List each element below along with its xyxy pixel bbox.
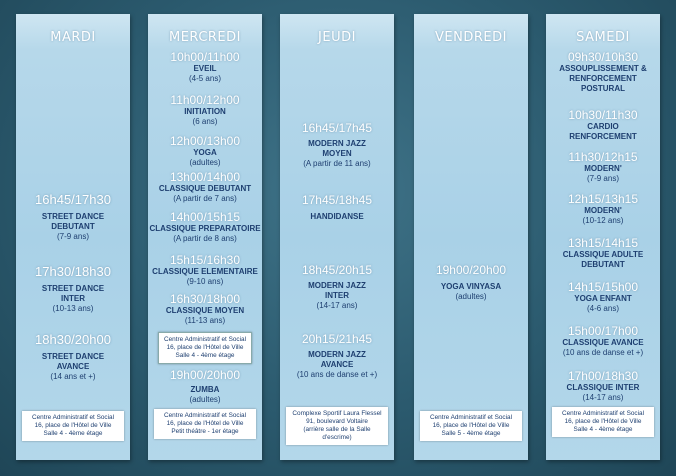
class-age: (4-6 ans) [586, 304, 619, 313]
day-title-mercredi: MERCREDI [169, 30, 241, 45]
class-age: (adultes) [189, 395, 221, 404]
venue-line: Salle 5 - 4ème étage [441, 430, 501, 437]
class-slot [16, 264, 130, 314]
class-age: (14-17 ans) [316, 301, 358, 310]
class-time: 19h00/20h00 [169, 368, 241, 382]
class-slot [546, 236, 660, 270]
venue-line: 16, place de l'Hôtel de Ville [34, 422, 112, 429]
class-time: 18h30/20h00 [35, 332, 111, 347]
class-name: MODERN' [584, 164, 622, 173]
class-name: CLASSIQUE MOYEN [165, 306, 245, 315]
class-age: (A partir de 7 ans) [173, 194, 237, 203]
day-title-jeudi: JEUDI [318, 30, 356, 45]
venue-line: Salle 4 - 4ème étage [573, 426, 633, 433]
class-name: MODERN JAZZ AVANCE [308, 350, 366, 369]
class-name: STREET DANCE DEBUTANT [41, 212, 105, 231]
class-name: STREET DANCE INTER [41, 284, 105, 303]
venue-line: 91, boulevard Voltaire [306, 418, 368, 425]
venue-line: 16, place de l'Hôtel de Ville [432, 422, 510, 429]
class-age: (4-5 ans) [188, 74, 221, 83]
venue-box [552, 407, 654, 437]
venue-line: Centre Administratif et Social [163, 336, 247, 343]
class-age: (adultes) [455, 292, 487, 301]
class-age: (10-12 ans) [582, 216, 624, 225]
class-time: 17h45/18h45 [301, 193, 373, 207]
column-vendredi [414, 14, 528, 460]
class-slot [16, 332, 130, 382]
class-slot [148, 134, 262, 168]
venue-line: 16, place de l'Hôtel de Ville [564, 418, 642, 425]
class-time: 11h30/12h15 [568, 150, 638, 164]
class-name: YOGA VINYASA [440, 282, 502, 291]
class-age: (9-10 ans) [186, 277, 224, 286]
class-age: (10 ans de danse et +) [562, 348, 644, 357]
class-time: 09h30/10h30 [567, 50, 639, 64]
class-slot [148, 210, 262, 244]
class-slot [280, 121, 394, 169]
venue-line: 16, place de l'Hôtel de Ville [166, 420, 244, 427]
venue-box [22, 411, 124, 441]
class-slot [546, 280, 660, 314]
class-time: 10h30/11h30 [568, 108, 638, 122]
venue-line: Salle 4 - 4ème étage [175, 352, 235, 359]
class-name: CLASSIQUE INTER [566, 383, 640, 392]
class-name: CARDIO RENFORCEMENT [569, 122, 637, 141]
class-slot [414, 263, 528, 302]
class-name: CLASSIQUE DEBUTANT [158, 184, 252, 193]
class-name: INITIATION [184, 107, 226, 116]
class-slot [148, 292, 262, 326]
class-time: 12h15/13h15 [567, 192, 639, 206]
class-slot [280, 193, 394, 222]
venue-line: Petit théâtre - 1er étage [171, 428, 239, 435]
class-time: 20h15/21h45 [301, 332, 373, 346]
class-slot [546, 192, 660, 226]
class-slot [148, 50, 262, 84]
class-name: CLASSIQUE ELEMENTAIRE [152, 267, 258, 276]
day-title-mardi: MARDI [50, 30, 96, 45]
class-time: 14h00/15h15 [169, 210, 241, 224]
class-time: 13h15/14h15 [567, 236, 639, 250]
class-name: MODERN JAZZ MOYEN [308, 139, 366, 158]
venue-box [158, 332, 252, 364]
class-time: 15h15/16h30 [169, 253, 241, 267]
class-time: 14h15/15h00 [567, 280, 639, 294]
class-time: 12h00/13h00 [169, 134, 241, 148]
class-age: (6 ans) [192, 117, 218, 126]
class-name: MODERN' [584, 206, 622, 215]
class-slot [16, 192, 130, 242]
class-name: CLASSIQUE AVANCE [562, 338, 644, 347]
class-time: 18h45/20h15 [301, 263, 373, 277]
class-slot [148, 93, 262, 127]
class-name: CLASSIQUE PREPARATOIRE [149, 224, 261, 233]
venue-line: (arrière salle de la Salle d'escrime) [303, 426, 371, 441]
venue-box [154, 409, 256, 439]
venue-box [286, 407, 388, 445]
class-slot [148, 368, 262, 405]
class-time: 13h00/14h00 [169, 170, 241, 184]
class-name: CLASSIQUE ADULTE DEBUTANT [562, 250, 644, 269]
class-age: (11-13 ans) [184, 316, 226, 325]
class-time: 17h00/18h30 [567, 369, 639, 383]
column-samedi [546, 14, 660, 460]
class-name: EVEIL [193, 64, 217, 73]
class-age: (14-17 ans) [582, 393, 624, 402]
column-mercredi [148, 14, 262, 460]
class-slot [148, 253, 262, 287]
column-mardi [16, 14, 130, 460]
day-title-vendredi: VENDREDI [435, 30, 507, 45]
class-time: 19h00/20h00 [435, 263, 507, 277]
class-time: 10h00/11h00 [170, 50, 240, 64]
class-time: 16h30/18h00 [169, 292, 241, 306]
class-name: ASSOUPLISSEMENT & RENFORCEMENT POSTURAL [559, 64, 647, 93]
venue-box [420, 411, 522, 441]
class-time: 16h45/17h30 [35, 192, 111, 207]
class-time: 15h00/17h00 [567, 324, 639, 338]
class-age: (A partir de 11 ans) [303, 159, 371, 168]
class-name: ZUMBA [190, 385, 220, 394]
class-slot [546, 324, 660, 358]
class-time: 11h00/12h00 [170, 93, 240, 107]
class-age: (7-9 ans) [586, 174, 619, 183]
class-time: 16h45/17h45 [301, 121, 373, 135]
class-slot [148, 170, 262, 204]
column-jeudi [280, 14, 394, 460]
class-slot [546, 108, 660, 142]
venue-line: Salle 4 - 4ème étage [43, 430, 103, 437]
class-age: (14 ans et +) [50, 372, 96, 381]
class-slot [546, 369, 660, 403]
class-age: (adultes) [189, 158, 221, 167]
venue-line: 16, place de l'Hôtel de Ville [166, 344, 244, 351]
class-age: (A partir de 8 ans) [173, 234, 237, 243]
class-time: 17h30/18h30 [35, 264, 111, 279]
class-slot [546, 150, 660, 184]
class-slot [546, 50, 660, 94]
class-slot [280, 263, 394, 311]
venue-line: Complexe Sportif Laura Flessel [292, 410, 382, 417]
class-name: YOGA [193, 148, 217, 157]
class-name: MODERN JAZZ INTER [308, 281, 366, 300]
class-age: (10 ans de danse et +) [296, 370, 378, 379]
day-title-samedi: SAMEDI [576, 30, 630, 45]
venue-line: Centre Administratif et Social [163, 412, 247, 419]
class-age: (7-9 ans) [56, 232, 89, 241]
venue-line: Centre Administratif et Social [429, 414, 513, 421]
class-name: HANDIDANSE [310, 212, 364, 221]
class-name: YOGA ENFANT [574, 294, 632, 303]
class-name: STREET DANCE AVANCE [41, 352, 105, 371]
class-age: (10-13 ans) [52, 304, 94, 313]
venue-line: Centre Administratif et Social [561, 410, 645, 417]
venue-line: Centre Administratif et Social [31, 414, 115, 421]
class-slot [280, 332, 394, 380]
